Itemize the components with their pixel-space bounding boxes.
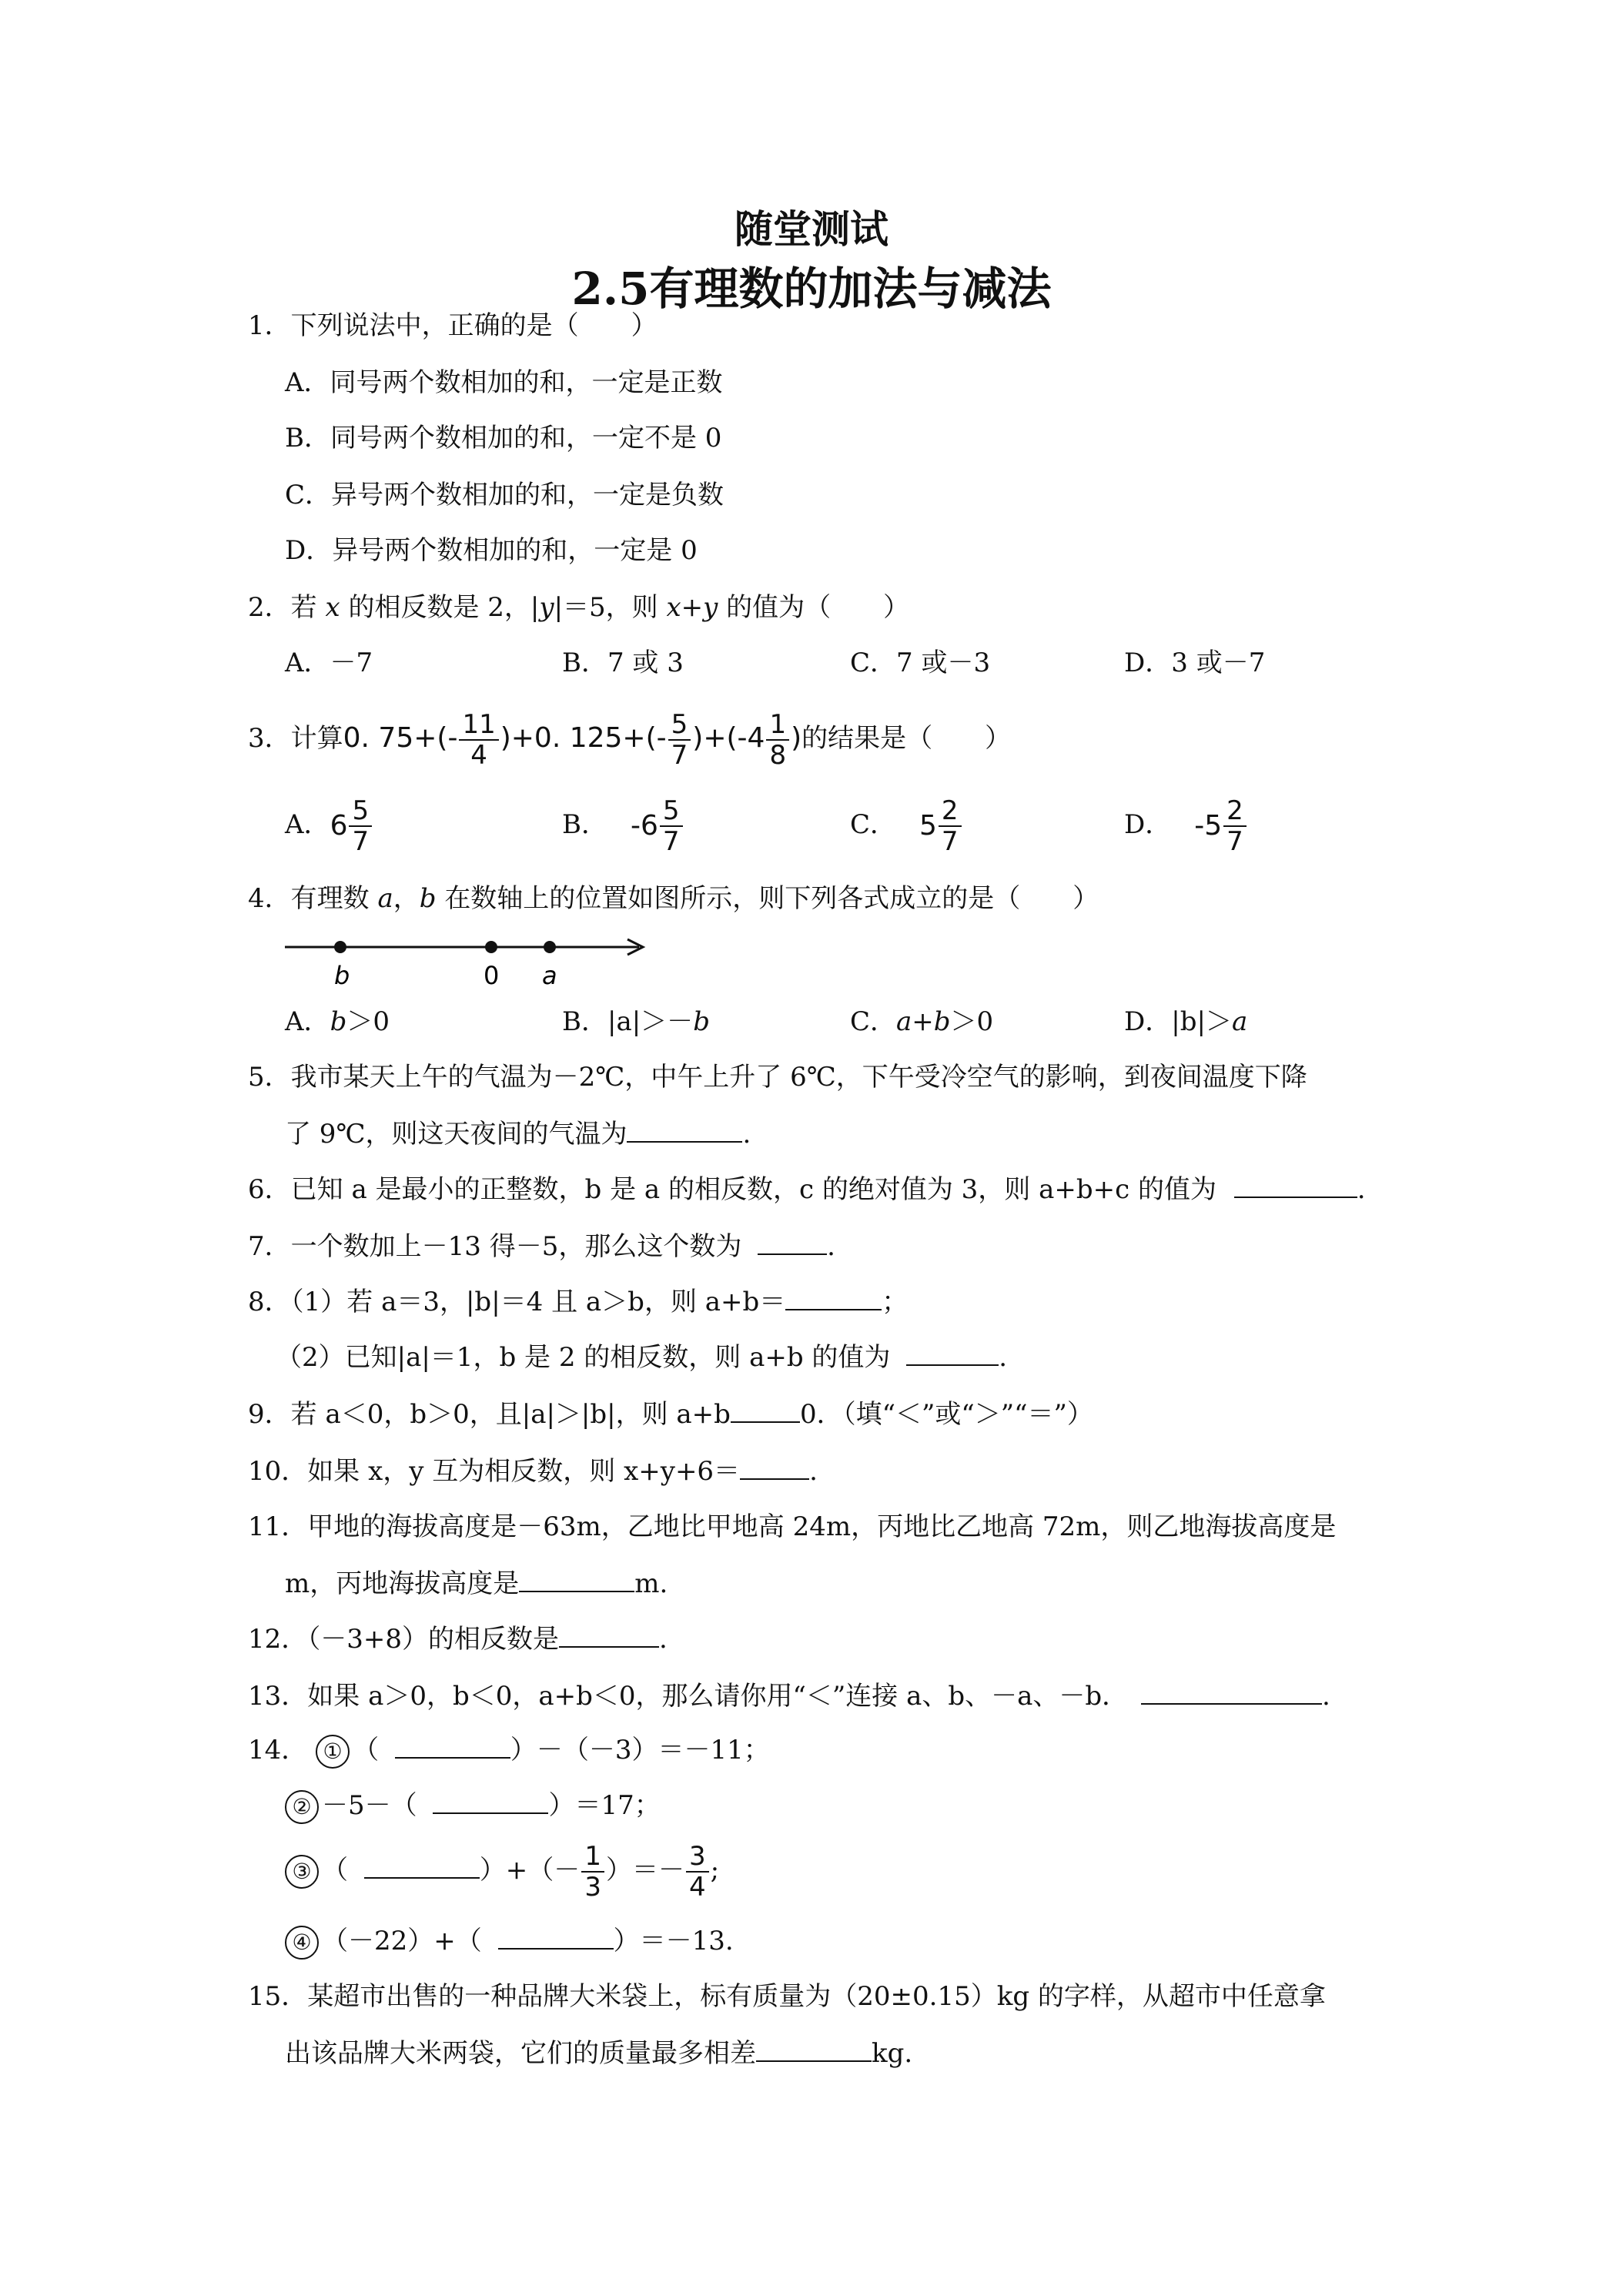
q3-expr: )+(-4 [692,722,765,754]
answer-blank[interactable] [519,1568,634,1592]
question-14-item-4 [285,1923,734,1960]
answer-blank[interactable] [906,1341,999,1366]
q2-option-a: A．－7 [285,648,373,678]
q13-text: 如果 a＞0，b＜0，a+b＜0，那么请你用“＜”连接 a、b、－a、－b． [307,1681,1129,1712]
answer-blank[interactable] [498,1925,614,1950]
q7-text: . [827,1231,835,1262]
q1-option-a: A．同号两个数相加的和，一定是正数 [285,367,723,398]
q2-expr: x+y [666,592,718,623]
numerator: 2 [939,796,962,827]
whole-part: 6 [330,810,348,842]
q2-option-c: C．7 或－3 [850,648,991,678]
fraction [766,710,789,770]
answer-blank[interactable] [559,1623,659,1648]
circled-number-icon: ④ [285,1926,319,1960]
q3-text: 计算 [290,723,343,754]
point-zero [485,941,497,953]
numerator: 1 [581,1842,604,1873]
circled-number-icon: ① [316,1735,350,1769]
q15-text: 出该品牌大米两袋，它们的质量最多相差 [285,2038,756,2069]
fraction [660,796,683,856]
answer-blank[interactable] [785,1286,882,1310]
q4-option-a [285,1004,390,1039]
q1-option-b: B．同号两个数相加的和，一定不是 0 [285,423,722,454]
q2-option-b: B．7 或 3 [562,648,684,678]
q6-text: . [1357,1174,1366,1205]
point-b [334,941,346,953]
q2-text: |＝5，则 [554,592,658,623]
q9-text: 若 a＜0，b＞0，且|a|＞|b|，则 a+b [290,1399,731,1430]
question-number: 15． [248,1981,308,2012]
fraction [349,796,372,856]
option-label: D． [1124,809,1172,840]
fraction [459,710,498,770]
numerator: 5 [668,710,691,741]
q3-option-d [1124,790,1248,861]
question-number: 14． [248,1735,308,1766]
q13-text: . [1321,1681,1330,1712]
q14-text: －5－（ [322,1790,417,1821]
numerator: 3 [686,1842,709,1873]
denominator: 7 [671,740,688,771]
option-expr: a+b [896,1006,951,1037]
q3-expr: 0. 75+(- [343,722,458,754]
whole-part: 5 [919,810,937,842]
option-label: B． [562,1006,607,1037]
question-12 [248,1622,668,1657]
mixed-number [1194,792,1248,861]
question-number: 11． [248,1511,308,1542]
question-number: 9． [248,1399,291,1430]
denominator: 7 [662,826,680,857]
option-label: A． [285,1006,330,1037]
q8-text: （2）已知|a|＝1，b 是 2 的相反数，则 a+b 的值为 [276,1342,891,1373]
question-number: 5． [248,1062,291,1093]
worksheet-subtitle: 2.5有理数的加法与减法 [571,263,1052,315]
option-label: D． [1124,1006,1172,1037]
option-expr: b [693,1006,710,1037]
q10-text: 如果 x，y 互为相反数，则 x+y+6＝ [307,1456,741,1487]
numerator: 5 [349,796,372,827]
question-1 [248,308,658,343]
option-expr: ＞0 [950,1006,994,1037]
numerator: 11 [459,710,498,741]
circled-number-icon: ③ [285,1855,319,1889]
question-8-part-1 [248,1284,908,1320]
axis-label-a: a [542,961,557,990]
question-number: 2． [248,592,291,623]
question-14-item-2 [285,1788,661,1824]
q11-text: m. [634,1568,668,1599]
denominator: 3 [584,1872,601,1903]
answer-blank[interactable] [740,1455,809,1480]
q4-var-b: b [419,883,437,914]
q12-text: . [659,1624,668,1655]
option-expr: |b|＞ [1171,1006,1232,1037]
q8-text: ； [882,1287,909,1317]
question-11-line2 [285,1566,668,1602]
question-number: 13． [248,1681,308,1712]
q6-text: 已知 a 是最小的正整数，b 是 a 的相反数，c 的绝对值为 3，则 a+b+c 的值为 [290,1174,1216,1205]
fraction [686,1842,709,1902]
question-number: 3． [248,723,291,754]
option-label: B． [562,809,607,840]
question-number: 4． [248,883,291,914]
question-4 [248,881,1099,916]
option-expr: b [330,1006,347,1037]
whole-part: -6 [631,810,658,842]
q14-text: ）－（－3）＝－11； [510,1735,770,1766]
question-5 [248,1059,1307,1095]
mixed-number [919,792,963,861]
q14-text: ）＝－ [605,1855,684,1886]
fraction [581,1842,604,1902]
fraction [668,710,691,770]
q3-option-c [850,790,963,861]
question-11 [248,1509,1336,1545]
q14-text: ; [710,1855,720,1886]
option-label: C． [850,809,897,840]
q3-option-b [562,790,684,861]
answer-blank[interactable] [731,1398,800,1423]
question-3 [248,704,1011,773]
question-stem: 下列说法中，正确的是（ ） [290,310,658,341]
question-number: 10． [248,1456,308,1487]
q14-text: （ [353,1735,380,1766]
question-6 [248,1172,1366,1207]
question-5-line2 [285,1116,751,1152]
q14-text: （ [322,1855,348,1886]
q1-option-c: C．异号两个数相加的和，一定是负数 [285,480,724,510]
option-expr: ＞0 [346,1006,390,1037]
q4-text: 有理数 [290,883,370,914]
question-number: 6． [248,1174,291,1205]
q4-option-c [850,1004,993,1039]
question-10 [248,1454,818,1489]
q8-text: （1）若 a＝3，|b|＝4 且 a＞b，则 a+b＝ [290,1287,786,1317]
q14-text: ）＝17； [548,1790,661,1821]
option-label: A． [285,809,330,840]
answer-blank[interactable] [758,1230,827,1255]
question-15 [248,1979,1326,2014]
q7-text: 一个数加上－13 得－5，那么这个数为 [290,1231,742,1262]
question-2 [248,590,909,625]
denominator: 8 [769,740,787,771]
fraction [939,796,962,856]
mixed-number [631,792,684,861]
option-expr: |a|＞－ [607,1006,694,1037]
numerator: 1 [766,710,789,741]
q15-text: kg. [872,2038,913,2069]
q8-text: . [999,1342,1008,1373]
q2-text: 的相反数是 2，| [348,592,540,623]
denominator: 7 [941,826,959,857]
question-9 [248,1397,1093,1432]
q5-text: 了 9℃，则这天夜间的气温为 [285,1119,627,1150]
q4-option-b [562,1004,710,1039]
denominator: 7 [1226,826,1243,857]
q3-option-a [285,790,373,861]
q11-text: m，丙地海拔高度是 [285,1568,520,1599]
q11-text: 甲地的海拔高度是－63m，乙地比甲地高 24m，丙地比乙地高 72m，则乙地海拔高度是 [307,1511,1337,1542]
question-number: 1． [248,310,291,341]
denominator: 4 [470,740,487,771]
answer-blank[interactable] [1234,1173,1357,1198]
question-7 [248,1229,835,1264]
q10-text: . [809,1456,818,1487]
q9-text: 0．（填“＜”或“＞”“＝”） [799,1399,1093,1430]
axis-label-zero: 0 [484,961,500,990]
question-14-item-1 [248,1732,770,1769]
q2-text: 的值为（ ） [726,592,910,623]
question-number: 12． [248,1624,308,1655]
option-label: C． [850,1006,897,1037]
q1-option-d: D．异号两个数相加的和，一定是 0 [285,535,698,566]
answer-blank[interactable] [433,1789,548,1814]
q14-text: ）＝－13. [613,1926,734,1956]
denominator: 7 [352,826,370,857]
q4-text: ， [393,883,420,914]
circled-number-icon: ② [285,1790,319,1824]
q3-expr: ) [791,722,802,754]
numerator: 5 [660,796,683,827]
q2-var-y: y [539,592,554,623]
option-expr: a [1231,1006,1248,1037]
q5-text: . [742,1119,751,1150]
q2-option-d: D．3 或－7 [1124,648,1266,678]
q14-text: （－22）+（ [322,1926,482,1956]
fraction [1223,796,1247,856]
numerator: 2 [1223,796,1247,827]
q2-text: 若 [290,592,317,623]
answer-blank[interactable] [395,1734,510,1759]
answer-blank[interactable] [756,2037,872,2062]
q14-text: ）+（－ [479,1855,581,1886]
question-15-line2 [285,2036,912,2071]
mixed-number [330,792,374,861]
point-a [544,941,556,953]
q5-text: 我市某天上午的气温为－2℃，中午上升了 6℃，下午受冷空气的影响，到夜间温度下降 [290,1062,1307,1093]
q3-text: 的结果是（ ） [801,723,1012,754]
answer-blank[interactable] [627,1118,742,1143]
q4-var-a: a [377,883,393,914]
answer-blank[interactable] [1141,1680,1322,1705]
question-8-part-2 [276,1340,1007,1375]
number-line-figure [277,924,662,993]
axis-label-b: b [334,961,350,990]
q3-expr: )+0. 125+(- [500,722,667,754]
question-number: 7． [248,1231,291,1262]
q4-option-d [1124,1004,1247,1039]
worksheet-title: 随堂测试 [735,206,888,252]
whole-part: -5 [1194,810,1223,842]
q12-text: （－3+8）的相反数是 [307,1624,560,1655]
q4-text: 在数轴上的位置如图所示，则下列各式成立的是（ ） [444,883,1099,914]
answer-blank[interactable] [364,1854,480,1879]
question-number: 8． [248,1287,291,1317]
denominator: 4 [688,1872,706,1903]
q15-text: 某超市出售的一种品牌大米袋上，标有质量为（20±0.15）kg 的字样，从超市中任意拿 [307,1981,1326,2012]
question-13 [248,1678,1330,1714]
q2-var-x: x [325,592,340,623]
question-14-item-3 [285,1836,719,1905]
